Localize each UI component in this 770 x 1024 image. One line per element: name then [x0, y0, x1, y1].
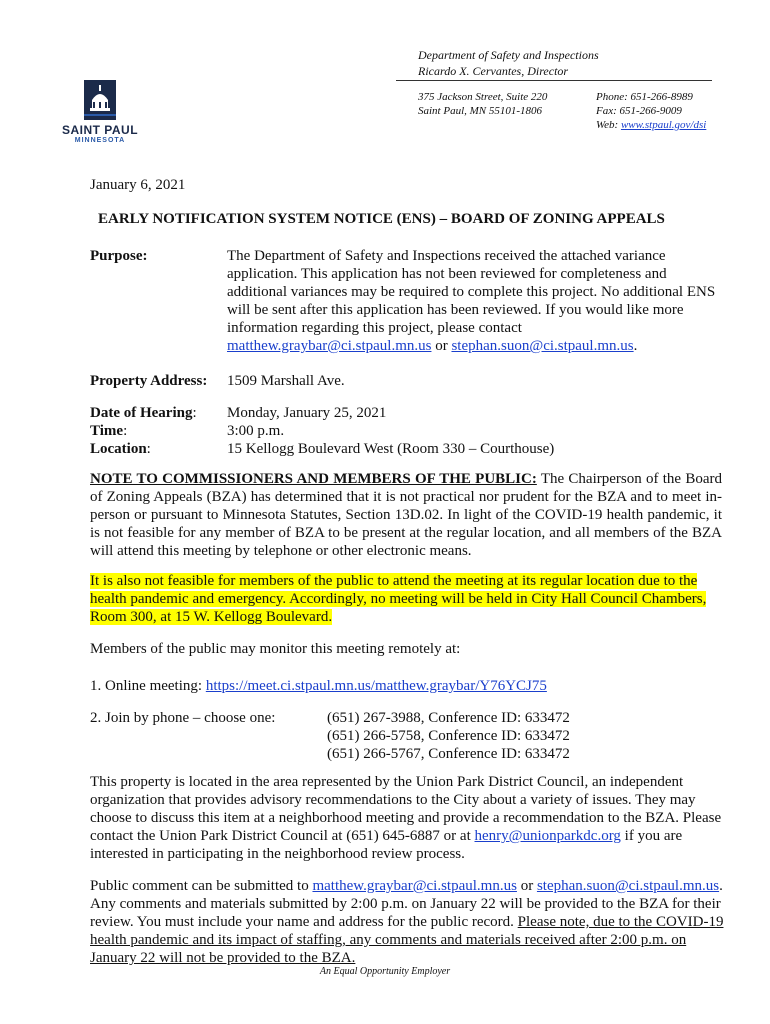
- notice-date: January 6, 2021: [90, 177, 186, 193]
- union-body: This property is located in the area represented by the Union Park District Council, an independent organization that provides advisory recommendations to the City about a variety of issues. They may choose to discuss this item at a neighborhood meeting and provide a recommendation to the BZA. Please contact the Union Park District Council at (651) 645-6887 or at: [90, 774, 722, 844]
- logo-city-text: SAINT PAUL: [61, 123, 139, 137]
- fax-number: Fax: 651-266-9009: [596, 105, 682, 117]
- hearing-date: Monday, January 25, 2021: [227, 405, 387, 421]
- address-line-1: 375 Jackson Street, Suite 220: [418, 91, 548, 103]
- public-comment-paragraph: [90, 877, 730, 967]
- public-text-1: Public comment can be submitted to: [90, 878, 313, 894]
- address-line-2: Saint Paul, MN 55101-1806: [418, 105, 543, 117]
- public-email-1[interactable]: matthew.graybar@ci.stpaul.mn.us: [312, 878, 517, 894]
- highlight-text: It is also not feasible for members of the public to attend the meeting at its regular location due to the health pandemic and emergency. Accordingly, no meeting will be held in City Hall Council Chambers, Room 300, at 15 W. Kellogg Boulevard.: [90, 573, 707, 625]
- hearing-time: 3:00 p.m.: [227, 423, 285, 439]
- capitol-dome-icon: [80, 78, 120, 122]
- hearing-values: [227, 404, 554, 458]
- phone-option: (651) 266-5767, Conference ID: 633472: [327, 746, 570, 762]
- hearing-location: 15 Kellogg Boulevard West (Room 330 – Courthouse): [227, 441, 555, 457]
- purpose-or: or: [431, 338, 452, 354]
- saint-paul-logo: [58, 78, 142, 150]
- commissioners-note: [90, 470, 722, 560]
- director-name: Ricardo X. Cervantes, Director: [418, 64, 569, 78]
- public-text-2: . Any comments and materials submitted by 2:00 p.m. on January 22 will be provided to the BZA for their review. You must include your name and address for the public record.: [90, 878, 723, 930]
- phone-option: (651) 267-3988, Conference ID: 633472: [327, 710, 570, 726]
- online-meeting: [90, 677, 547, 695]
- property-address: 1509 Marshall Ave.: [227, 373, 345, 389]
- online-meeting-link[interactable]: https://meet.ci.stpaul.mn.us/matthew.graybar/Y76YCJ75: [205, 678, 547, 694]
- public-or: or: [516, 878, 537, 894]
- logo-state-text: MINNESOTA: [74, 137, 126, 144]
- footer-text: An Equal Opportunity Employer: [319, 966, 451, 977]
- public-email-2[interactable]: stephan.suon@ci.stpaul.mn.us: [536, 878, 720, 894]
- online-label: 1. Online meeting:: [90, 678, 206, 694]
- purpose-text: [227, 247, 717, 355]
- phone-list: [327, 709, 570, 763]
- phone-number: Phone: 651-266-8989: [596, 91, 693, 103]
- purpose-label: Purpose:: [90, 248, 148, 264]
- hearing-time-label: Time: [90, 423, 124, 439]
- union-email-link[interactable]: henry@unionparkdc.org: [474, 828, 621, 844]
- purpose-email-1[interactable]: matthew.graybar@ci.stpaul.mn.us: [227, 338, 432, 354]
- public-underlined-note: Please note, due to the COVID-19 health pandemic and its impact of staffing, any comments and materials received after 2:00 p.m. on January 22 will not be provided to the BZA.: [90, 914, 724, 966]
- phone-join-label: 2. Join by phone – choose one:: [90, 710, 276, 726]
- hearing-location-label: Location: [90, 441, 147, 457]
- note-body: The Chairperson of the Board of Zoning Appeals (BZA) has determined that it is not practical nor prudent for the BZA and to meet in-person or pursuant to Minnesota Statutes, Section 13D.02. In light of the COVID-19 health pandemic, it is not feasible for any member of BZA to be present at the regular location, and all members of the BZA will attend this meeting by telephone or other electronic means.: [90, 471, 722, 559]
- property-label: Property Address:: [90, 373, 208, 389]
- union-end: if you are interested in participating in the neighborhood review process.: [90, 828, 683, 862]
- department-name: Department of Safety and Inspections: [418, 48, 599, 62]
- highlighted-paragraph: [90, 572, 722, 626]
- web-line: [596, 118, 706, 132]
- purpose-body: The Department of Safety and Inspections received the attached variance application. This application has not been reviewed for completeness and additional variances may be required to complete this project. No additional ENS will be sent after this application has been reviewed. If you would like more information regarding this project, please contact: [227, 248, 716, 336]
- notice-title: EARLY NOTIFICATION SYSTEM NOTICE (ENS) – BOARD OF ZONING APPEALS: [98, 211, 665, 227]
- hearing-time-colon: :: [123, 423, 128, 439]
- purpose-end: .: [633, 338, 638, 354]
- purpose-email-2[interactable]: stephan.suon@ci.stpaul.mn.us: [451, 338, 634, 354]
- web-link[interactable]: www.stpaul.gov/dsi: [620, 119, 707, 131]
- hearing-date-label: Date of Hearing: [90, 405, 193, 421]
- web-label: Web:: [596, 119, 621, 131]
- hearing-location-colon: :: [146, 441, 151, 457]
- hearing-date-colon: :: [192, 405, 197, 421]
- contact-block: [596, 90, 706, 132]
- phone-option: (651) 266-5758, Conference ID: 633472: [327, 728, 570, 744]
- department-block: [418, 47, 599, 79]
- monitor-text: Members of the public may monitor this meeting remotely at:: [90, 641, 461, 657]
- address-block: [418, 90, 547, 118]
- header-divider: [396, 80, 712, 81]
- note-lead: NOTE TO COMMISSIONERS AND MEMBERS OF THE PUBLIC:: [90, 471, 537, 487]
- hearing-labels: [90, 404, 197, 458]
- district-council-paragraph: [90, 773, 722, 863]
